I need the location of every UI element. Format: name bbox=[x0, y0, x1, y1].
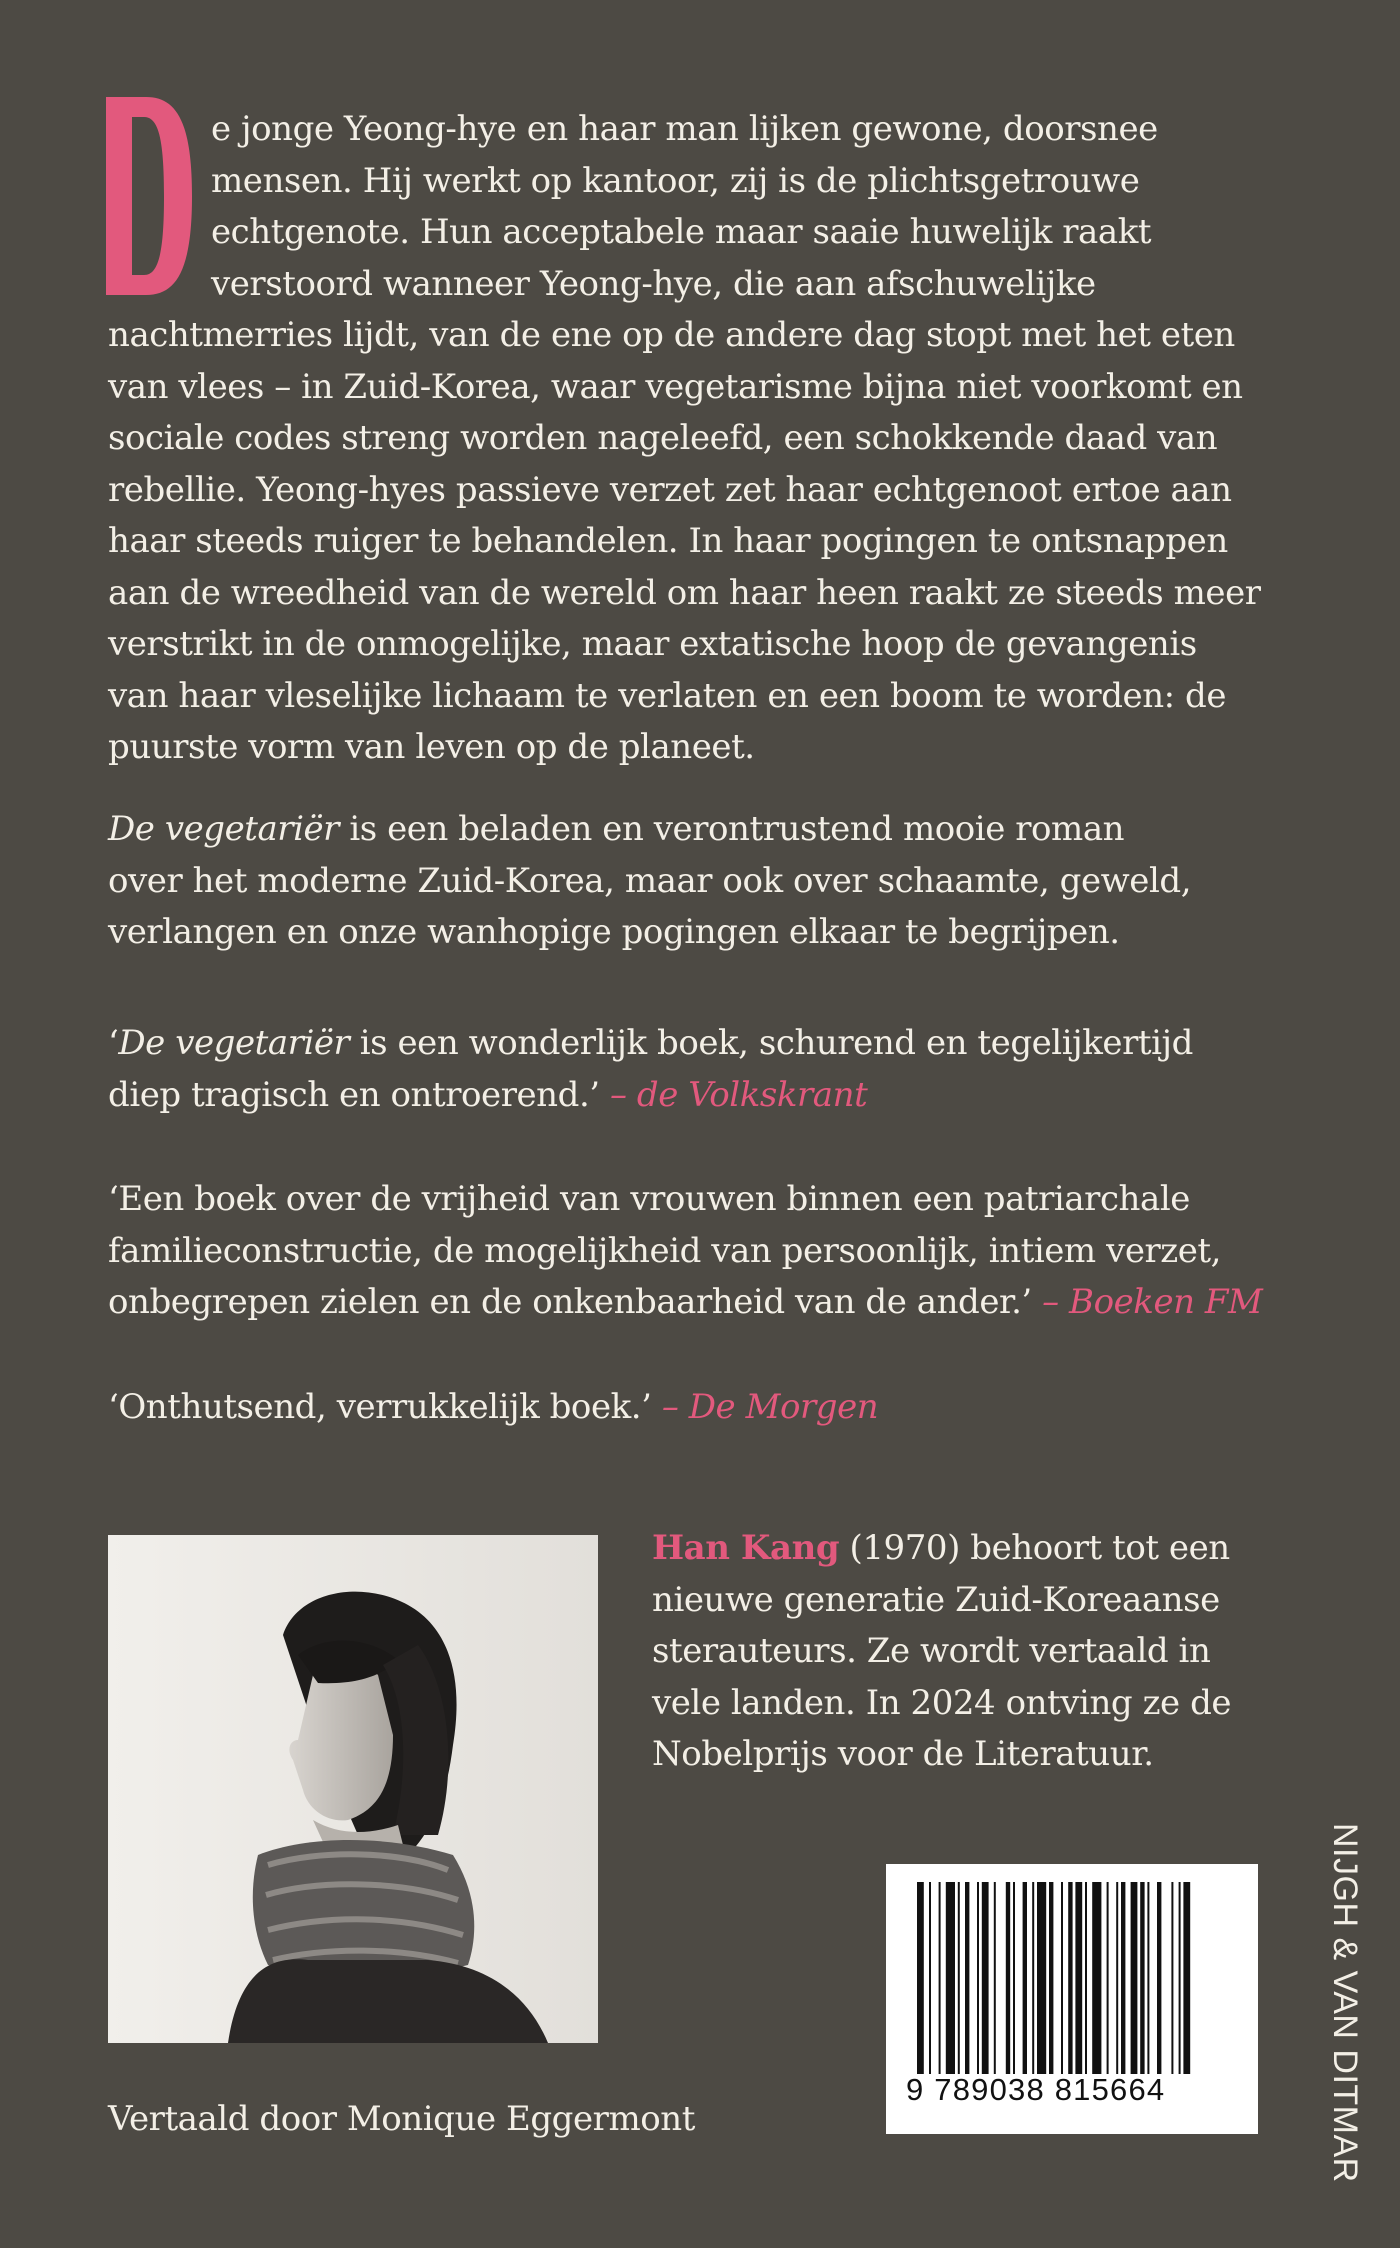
barcode-bar bbox=[1013, 1882, 1015, 2074]
author-bio bbox=[652, 1523, 1272, 1781]
barcode-bar bbox=[1085, 1882, 1087, 2074]
barcode-bar bbox=[965, 1882, 969, 2074]
blurb-line: haar steeds ruiger te behandelen. In haar pogingen te ontsnappen bbox=[108, 521, 1228, 561]
review-quote bbox=[108, 1382, 1268, 1434]
barcode-bar bbox=[1075, 1882, 1082, 2074]
summary-paragraph bbox=[108, 804, 1268, 959]
summary-line: over het moderne Zuid-Korea, maar ook over schaamte, geweld, bbox=[108, 860, 1192, 901]
quote-line: onbegrepen zielen en de onkenbaarheid van de ander.’ – Boeken FM bbox=[108, 1282, 1263, 1322]
book-title: De vegetariër bbox=[108, 809, 339, 849]
blurb-paragraph bbox=[108, 104, 1268, 774]
translator-credit: Vertaald door Monique Eggermont bbox=[108, 2099, 695, 2139]
blurb-line: nachtmerries lijdt, van de ene op de andere dag stopt met het eten bbox=[108, 315, 1235, 355]
bio-line: sterauteurs. Ze wordt vertaald in bbox=[652, 1631, 1211, 1671]
review-quote bbox=[108, 1018, 1268, 1121]
author-name: Han Kang bbox=[652, 1528, 840, 1568]
barcode-bar bbox=[994, 1882, 996, 2074]
barcode-bar bbox=[1183, 1882, 1190, 2074]
barcode-bar bbox=[939, 1882, 941, 2074]
barcode-bar bbox=[929, 1882, 931, 2074]
barcode-bar bbox=[1140, 1882, 1144, 2074]
barcode-bar bbox=[1023, 1882, 1027, 2074]
barcode-bar bbox=[1049, 1882, 1053, 2074]
barcode-graphic bbox=[886, 1864, 1258, 2134]
summary-line: De vegetariër is een beladen en verontrustend mooie roman bbox=[108, 809, 1125, 849]
barcode-bar bbox=[1092, 1882, 1101, 2074]
barcode-bar bbox=[1131, 1882, 1138, 2074]
barcode-bar bbox=[917, 1882, 924, 2074]
quote-source: – de Volkskrant bbox=[599, 1074, 868, 1115]
barcode-bar bbox=[1116, 1882, 1118, 2074]
barcode-bar bbox=[1032, 1882, 1034, 2074]
barcode-bar bbox=[946, 1882, 955, 2074]
barcode-bar bbox=[1171, 1882, 1173, 2074]
barcode-bars bbox=[917, 1882, 1199, 2074]
publisher-name: NIJGH & VAN DITMAR bbox=[1326, 1823, 1364, 2183]
blurb-line: mensen. Hij werkt op kantoor, zij is de plichtsgetrouwe bbox=[211, 160, 1140, 201]
blurb-line: verstrikt in de onmogelijke, maar extatische hoop de gevangenis bbox=[108, 624, 1197, 664]
bio-line: nieuwe generatie Zuid-Koreaanse bbox=[652, 1579, 1220, 1620]
barcode-bar bbox=[1107, 1882, 1109, 2074]
blurb-line: e jonge Yeong-hye en haar man lijken gewone, doorsnee bbox=[211, 109, 1158, 149]
quote-line: ‘De vegetariër is een wonderlijk boek, schurend en tegelijkertijd bbox=[108, 1023, 1193, 1063]
quote-line: ‘Een boek over de vrijheid van vrouwen binnen een patriarchale bbox=[108, 1179, 1190, 1219]
bio-line: Han Kang (1970) behoort tot een bbox=[652, 1528, 1230, 1568]
barcode-bar bbox=[1157, 1882, 1161, 2074]
bio-line: vele landen. In 2024 ontving ze de bbox=[652, 1682, 1232, 1723]
barcode-bar bbox=[1179, 1882, 1181, 2074]
barcode-bar bbox=[958, 1882, 960, 2074]
isbn-digits: 9 789038 815664 bbox=[906, 2072, 1166, 2107]
quote-source: – De Morgen bbox=[651, 1387, 879, 1427]
quote-line: familieconstructie, de mogelijkheid van persoonlijk, intiem verzet, bbox=[108, 1230, 1222, 1271]
blurb-line: echtgenote. Hun acceptabele maar saaie huwelijk raakt bbox=[211, 212, 1152, 252]
bio-line: Nobelprijs voor de Literatuur. bbox=[652, 1734, 1154, 1774]
barcode-bar bbox=[1037, 1882, 1046, 2074]
blurb-line: aan de wreedheid van de wereld om haar heen raakt ze steeds meer bbox=[108, 572, 1261, 613]
blurb-line: rebellie. Yeong-hyes passieve verzet zet haar echtgenoot ertoe aan bbox=[108, 469, 1232, 510]
quote-line: diep tragisch en ontroerend.’ – de Volkskrant bbox=[108, 1074, 868, 1115]
barcode-bar bbox=[1006, 1882, 1010, 2074]
barcode-bar bbox=[1121, 1882, 1125, 2074]
blurb-line: van haar vleselijke lichaam te verlaten en een boom te worden: de bbox=[108, 675, 1226, 716]
blurb-line: sociale codes streng worden nageleefd, een schokkende daad van bbox=[108, 418, 1218, 458]
blurb-line: van vlees – in Zuid-Korea, waar vegetarisme bijna niet voorkomt en bbox=[108, 366, 1243, 407]
author-portrait-photo bbox=[108, 1535, 598, 2043]
summary-line: verlangen en onze wanhopige pogingen elkaar te begrijpen. bbox=[108, 912, 1120, 952]
barcode-bar bbox=[1061, 1882, 1063, 2074]
barcode-bar bbox=[977, 1882, 979, 2074]
barcode-bar bbox=[982, 1882, 989, 2074]
blurb-line: puurste vorm van leven op de planeet. bbox=[108, 727, 755, 767]
review-quote bbox=[108, 1174, 1268, 1329]
barcode-bar bbox=[1147, 1882, 1149, 2074]
quote-source: – Boeken FM bbox=[1031, 1282, 1263, 1322]
barcode-bar bbox=[1068, 1882, 1072, 2074]
blurb-line: verstoord wanneer Yeong-hye, die aan afschuwelijke bbox=[211, 263, 1096, 304]
quote-line: ‘Onthutsend, verrukkelijk boek.’ – De Morgen bbox=[108, 1387, 879, 1427]
